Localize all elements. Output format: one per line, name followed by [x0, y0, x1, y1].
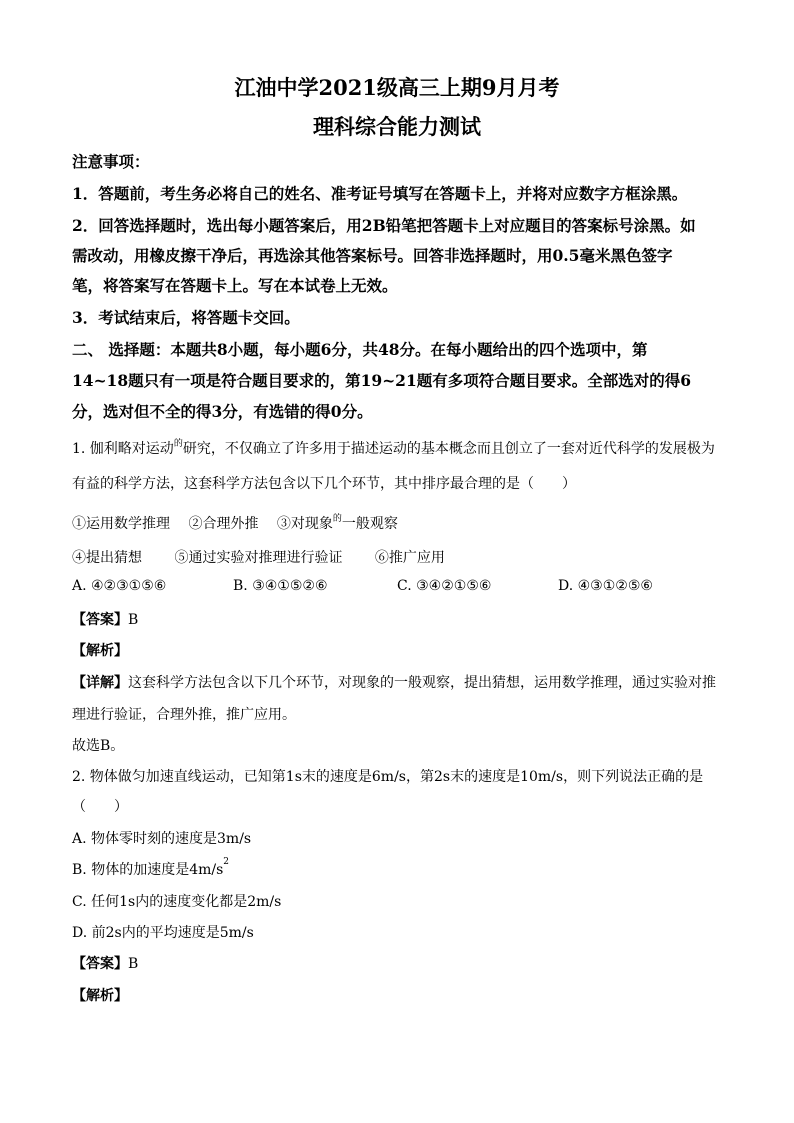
q2-stem-line-1: 2. 物体做匀加速直线运动，已知第1s末的速度是6m/s，第2s末的速度是10m/s，则下列说法正确的是: [72, 769, 704, 785]
notice-item-2-line-1: 2．回答选择题时，选出每小题答案后，用2B铅笔把答题卡上对应题目的答案标号涂黑。如: [72, 216, 696, 235]
q1-option-c: C. ③④②①⑤⑥: [397, 578, 492, 594]
notice-item-2-line-2: 需改动，用橡皮擦干净后，再选涂其他答案标号。回答非选择题时，用0.5毫米黑色签字: [72, 246, 673, 265]
q1-option-a: A. ④②③①⑤⑥: [72, 578, 167, 594]
q1-option-d: D. ④③①②⑤⑥: [558, 578, 653, 594]
q2-option-b: B. 物体的加速度是$4m/s^2$: [72, 857, 230, 878]
notice-heading: 注意事项：: [72, 152, 150, 171]
page-subtitle: 理科综合能力测试: [313, 114, 481, 139]
q1-analysis-tag: 【解析】: [72, 643, 128, 659]
notice-item-2-line-3: 笔，将答案写在答题卡上。写在本试卷上无效。: [72, 276, 398, 295]
notice-item-1: 1．答题前，考生务必将自己的姓名、准考证号填写在答题卡上，并将对应数字方框涂黑。: [72, 184, 688, 203]
q1-stem-superscript: 的: [173, 439, 183, 449]
section-instructions-line-3: 分，选对但不全的得3分，有选错的得0分。: [72, 402, 373, 421]
q2-option-c: C. 任何1s内的速度变化都是2m/s: [72, 894, 282, 910]
q1-items-line-1: ①运用数学推理 ②合理外推 ③对现象$^的$一般观察: [72, 514, 398, 532]
section-instructions-line-2: 14~18题只有一项是符合题目要求的，第19~21题有多项符合题目要求。全部选对的得6: [72, 371, 692, 390]
page-title: 江油中学2021级高三上期9月月考: [234, 75, 560, 100]
q1-option-b: B. ③④①⑤②⑥: [233, 578, 328, 594]
notice-item-3: 3．考试结束后，将答题卡交回。: [72, 308, 300, 327]
q1-stem-line-1: 1. 伽利略对运动$^的$研究，不仅确立了许多用于描述运动的基本概念而且创立了一套对近代科学的发展极为: [72, 439, 715, 457]
section-instructions-line-1: 二、 选择题：本题共8小题，每小题6分，共48分。在每小题给出的四个选项中，第: [72, 340, 648, 359]
q1-items-superscript: 的: [332, 514, 342, 524]
q1-items-line-2: ④提出猜想 ⑤通过实验对推理进行验证 ⑥推广应用: [72, 550, 445, 566]
q2-option-a: A. 物体零时刻的速度是3m/s: [72, 831, 252, 847]
q2-option-d: D. 前2s内的平均速度是5m/s: [72, 925, 254, 941]
q1-stem-line-2: 有益的科学方法，这套科学方法包含以下几个环节，其中排序最合理的是（ ）: [72, 476, 576, 492]
q1-detail-line-2: 理进行验证，合理外推，推广应用。: [72, 707, 296, 723]
q1-answer: 【答案】B: [72, 612, 139, 628]
q2-answer: 【答案】B: [72, 956, 139, 972]
q1-conclusion: 故选B。: [72, 738, 125, 754]
q2-stem-line-2: （ ）: [72, 799, 128, 815]
q2-analysis-tag: 【解析】: [72, 988, 128, 1004]
q1-detail-line-1: 【详解】这套科学方法包含以下几个环节，对现象的一般观察，提出猜想，运用数学推理，通过实验对推: [72, 675, 716, 691]
